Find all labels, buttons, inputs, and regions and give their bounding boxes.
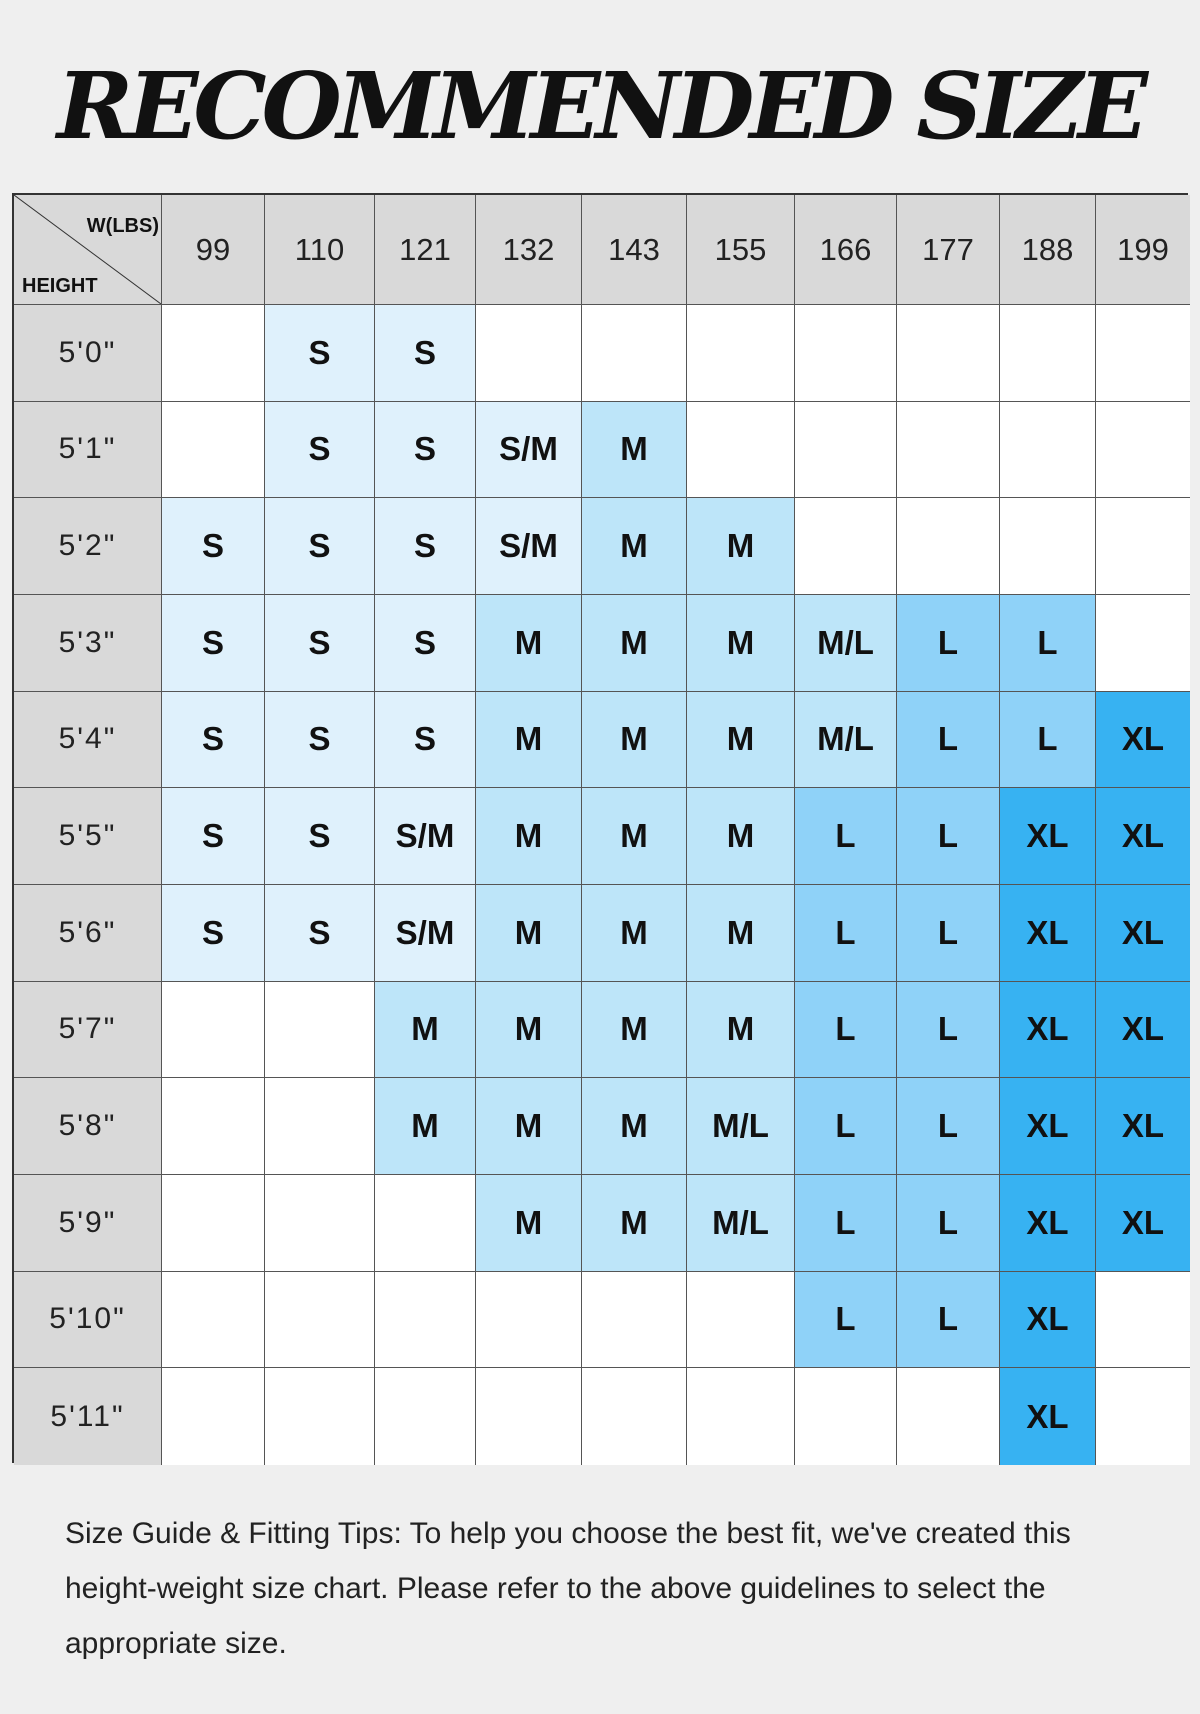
size-cell: M: [582, 982, 687, 1079]
weight-header-143: 143: [582, 195, 687, 305]
empty-size-cell: [1096, 1272, 1190, 1369]
empty-size-cell: [897, 498, 1000, 595]
size-cell: S: [375, 305, 476, 402]
size-cell: M: [476, 1078, 582, 1175]
size-cell: L: [897, 1078, 1000, 1175]
empty-size-cell: [1000, 402, 1096, 499]
empty-size-cell: [162, 1175, 265, 1272]
height-header: 5'11": [14, 1368, 162, 1465]
empty-size-cell: [582, 1272, 687, 1369]
size-cell: S: [265, 595, 375, 692]
size-cell: M: [476, 885, 582, 982]
size-cell: XL: [1096, 885, 1190, 982]
tips-label: Size Guide & Fitting Tips:: [65, 1517, 402, 1550]
size-guide-tips: [65, 1506, 1165, 1671]
empty-size-cell: [795, 1368, 897, 1465]
height-header: 5'3": [14, 595, 162, 692]
size-cell: M: [582, 595, 687, 692]
empty-size-cell: [265, 1078, 375, 1175]
empty-size-cell: [687, 402, 795, 499]
size-cell: S: [162, 692, 265, 789]
size-cell: L: [795, 788, 897, 885]
size-cell: L: [897, 982, 1000, 1079]
empty-size-cell: [476, 1368, 582, 1465]
size-chart-table: [12, 193, 1188, 1463]
empty-size-cell: [375, 1368, 476, 1465]
size-cell: M: [476, 788, 582, 885]
height-header: 5'9": [14, 1175, 162, 1272]
size-cell: L: [897, 885, 1000, 982]
size-cell: XL: [1000, 788, 1096, 885]
empty-size-cell: [162, 1078, 265, 1175]
size-cell: M: [375, 1078, 476, 1175]
empty-size-cell: [795, 305, 897, 402]
height-header: 5'8": [14, 1078, 162, 1175]
size-cell: XL: [1000, 1078, 1096, 1175]
empty-size-cell: [582, 1368, 687, 1465]
size-cell: S: [265, 788, 375, 885]
weight-header-188: 188: [1000, 195, 1096, 305]
empty-size-cell: [1096, 1368, 1190, 1465]
size-cell: L: [897, 595, 1000, 692]
size-cell: M: [476, 1175, 582, 1272]
size-cell: M: [687, 982, 795, 1079]
size-cell: M: [375, 982, 476, 1079]
size-cell: L: [795, 1078, 897, 1175]
empty-size-cell: [476, 305, 582, 402]
tips-text: To help you choose the best fit, we've created this height-weight size chart. Please refer to the above guidelines to select the appropriate size.: [65, 1517, 1071, 1660]
size-cell: XL: [1096, 982, 1190, 1079]
weight-header-121: 121: [375, 195, 476, 305]
weight-header-155: 155: [687, 195, 795, 305]
height-header: 5'10": [14, 1272, 162, 1369]
empty-size-cell: [375, 1272, 476, 1369]
size-cell: M: [476, 982, 582, 1079]
weight-axis-label: W(LBS): [86, 215, 159, 237]
size-cell: XL: [1096, 692, 1190, 789]
empty-size-cell: [265, 1272, 375, 1369]
size-cell: XL: [1096, 1175, 1190, 1272]
empty-size-cell: [265, 1175, 375, 1272]
weight-header-132: 132: [476, 195, 582, 305]
empty-size-cell: [1096, 595, 1190, 692]
size-cell: S: [265, 402, 375, 499]
size-cell: M/L: [795, 595, 897, 692]
empty-size-cell: [1096, 402, 1190, 499]
height-header: 5'7": [14, 982, 162, 1079]
empty-size-cell: [795, 402, 897, 499]
empty-size-cell: [897, 402, 1000, 499]
size-cell: XL: [1000, 885, 1096, 982]
size-cell: L: [1000, 692, 1096, 789]
size-cell: S: [265, 885, 375, 982]
size-cell: M: [582, 402, 687, 499]
size-cell: S: [375, 402, 476, 499]
empty-size-cell: [795, 498, 897, 595]
empty-size-cell: [162, 1272, 265, 1369]
height-header: 5'6": [14, 885, 162, 982]
size-cell: XL: [1000, 1272, 1096, 1369]
size-cell: M: [687, 595, 795, 692]
size-cell: L: [897, 1272, 1000, 1369]
weight-header-99: 99: [162, 195, 265, 305]
size-cell: S: [375, 498, 476, 595]
size-cell: M: [582, 692, 687, 789]
size-cell: L: [1000, 595, 1096, 692]
size-cell: L: [795, 1272, 897, 1369]
size-cell: M: [476, 692, 582, 789]
size-cell: M: [476, 595, 582, 692]
page-title: RECOMMENDED SIZE: [56, 52, 1144, 160]
size-cell: M: [582, 498, 687, 595]
size-cell: S: [375, 692, 476, 789]
size-cell: S/M: [476, 402, 582, 499]
size-cell: L: [897, 788, 1000, 885]
size-cell: L: [795, 1175, 897, 1272]
size-cell: S: [162, 498, 265, 595]
empty-size-cell: [897, 305, 1000, 402]
empty-size-cell: [265, 982, 375, 1079]
size-cell: M: [687, 498, 795, 595]
size-cell: S: [375, 595, 476, 692]
size-cell: L: [897, 1175, 1000, 1272]
size-cell: S: [265, 305, 375, 402]
empty-size-cell: [687, 1272, 795, 1369]
weight-header-177: 177: [897, 195, 1000, 305]
size-cell: M/L: [795, 692, 897, 789]
empty-size-cell: [162, 982, 265, 1079]
empty-size-cell: [1096, 305, 1190, 402]
height-header: 5'1": [14, 402, 162, 499]
size-cell: M: [582, 788, 687, 885]
size-cell: L: [795, 982, 897, 1079]
size-cell: S: [162, 788, 265, 885]
size-cell: S/M: [375, 885, 476, 982]
size-cell: M: [582, 1078, 687, 1175]
height-axis-label: HEIGHT: [22, 275, 98, 297]
height-header: 5'0": [14, 305, 162, 402]
height-header: 5'5": [14, 788, 162, 885]
size-cell: XL: [1000, 1175, 1096, 1272]
height-header: 5'2": [14, 498, 162, 595]
weight-header-166: 166: [795, 195, 897, 305]
size-cell: S: [162, 595, 265, 692]
size-cell: M: [687, 692, 795, 789]
weight-header-110: 110: [265, 195, 375, 305]
size-cell: L: [897, 692, 1000, 789]
empty-size-cell: [162, 305, 265, 402]
size-cell: M/L: [687, 1078, 795, 1175]
size-cell: M: [687, 788, 795, 885]
size-cell: M/L: [687, 1175, 795, 1272]
table-corner-header: [14, 195, 162, 305]
size-cell: XL: [1096, 788, 1190, 885]
size-cell: S: [265, 498, 375, 595]
size-cell: M: [582, 885, 687, 982]
empty-size-cell: [476, 1272, 582, 1369]
size-cell: XL: [1096, 1078, 1190, 1175]
empty-size-cell: [1000, 305, 1096, 402]
empty-size-cell: [375, 1175, 476, 1272]
size-cell: S: [265, 692, 375, 789]
size-cell: M: [687, 885, 795, 982]
size-cell: XL: [1000, 1368, 1096, 1465]
empty-size-cell: [162, 1368, 265, 1465]
empty-size-cell: [687, 305, 795, 402]
size-cell: S/M: [375, 788, 476, 885]
size-cell: S/M: [476, 498, 582, 595]
empty-size-cell: [162, 402, 265, 499]
size-cell: M: [582, 1175, 687, 1272]
empty-size-cell: [582, 305, 687, 402]
empty-size-cell: [687, 1368, 795, 1465]
empty-size-cell: [1000, 498, 1096, 595]
empty-size-cell: [265, 1368, 375, 1465]
empty-size-cell: [1096, 498, 1190, 595]
size-cell: S: [162, 885, 265, 982]
height-header: 5'4": [14, 692, 162, 789]
size-cell: XL: [1000, 982, 1096, 1079]
empty-size-cell: [897, 1368, 1000, 1465]
size-cell: L: [795, 885, 897, 982]
weight-header-199: 199: [1096, 195, 1190, 305]
